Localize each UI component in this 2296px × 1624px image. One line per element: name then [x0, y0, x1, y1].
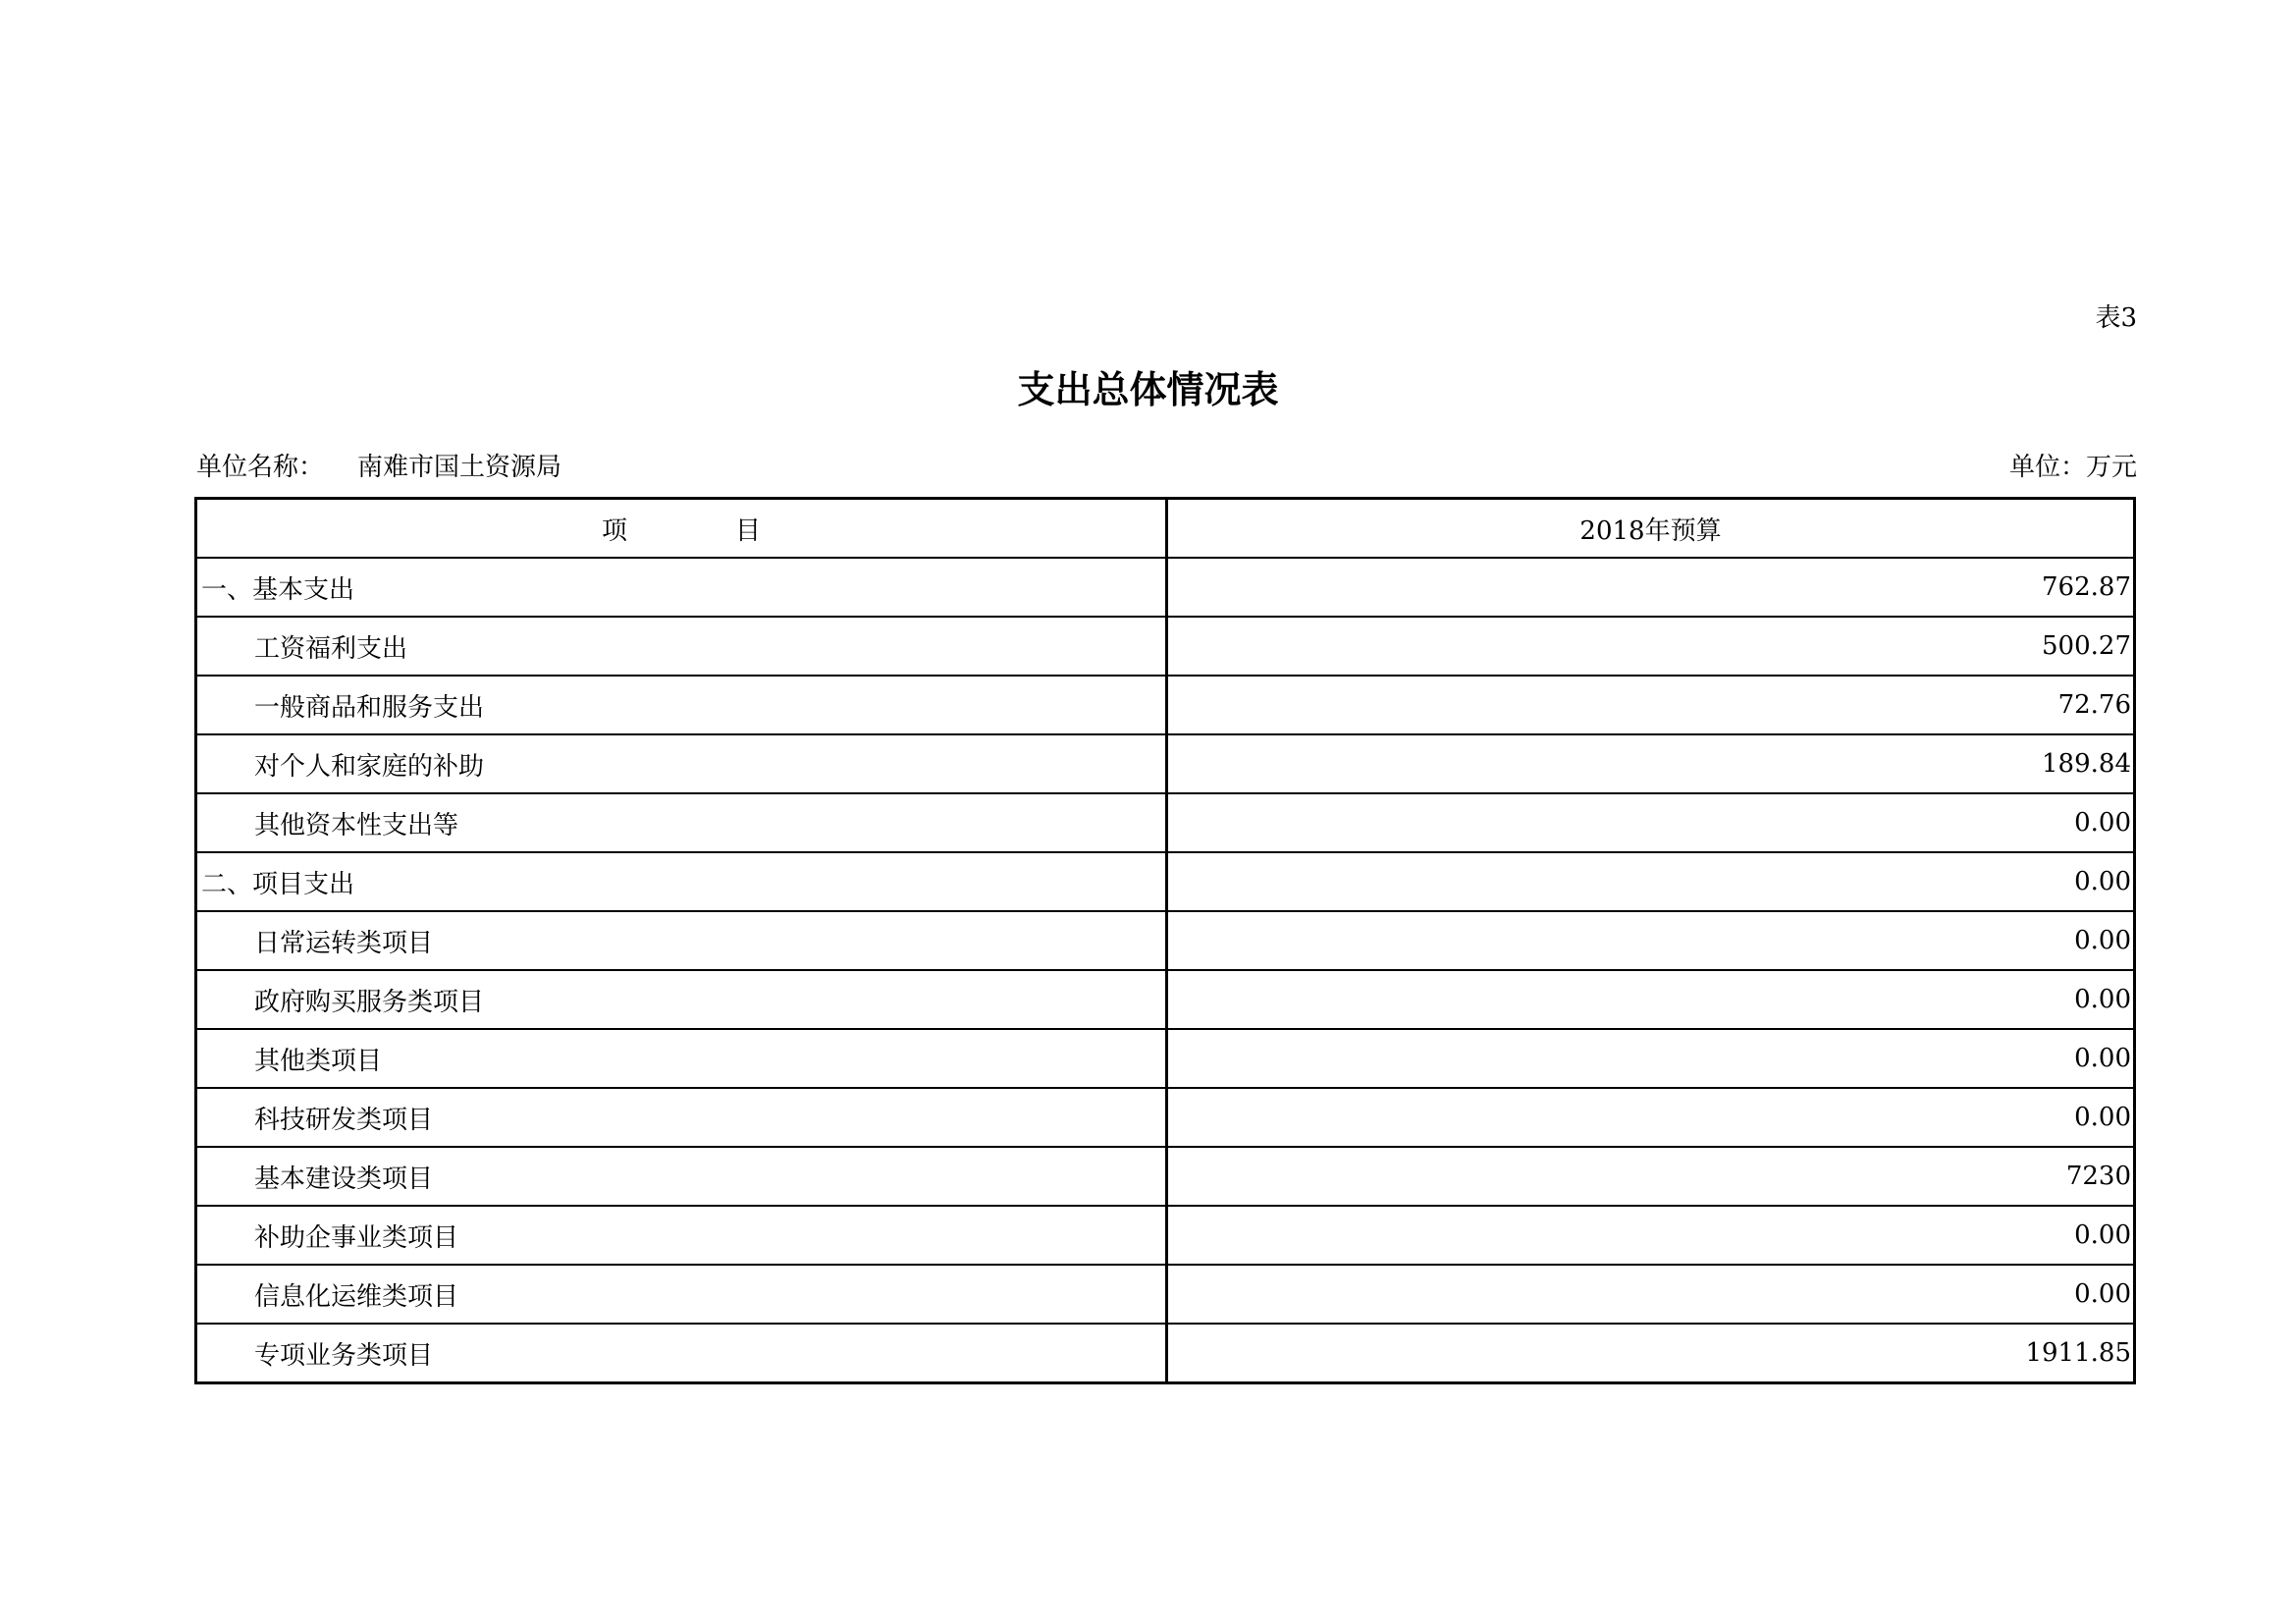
row-value: 72.76 — [1167, 676, 2135, 734]
currency-unit: 单位：万元 — [2008, 453, 2137, 482]
header-item-part1: 项 — [601, 515, 627, 546]
row-label: 其他资本性支出等 — [196, 793, 1167, 852]
table-row — [196, 1324, 2135, 1383]
row-value: 0.00 — [1167, 793, 2135, 852]
row-value: 0.00 — [1167, 1206, 2135, 1265]
table-row — [196, 617, 2135, 676]
row-value: 1911.85 — [1167, 1324, 2135, 1383]
table-row — [196, 558, 2135, 617]
row-value: 0.00 — [1167, 1265, 2135, 1324]
row-label: 基本建设类项目 — [196, 1147, 1167, 1206]
row-label: 专项业务类项目 — [196, 1324, 1167, 1383]
unit-label: 单位名称： — [196, 453, 325, 482]
table-row — [196, 1147, 2135, 1206]
row-value: 0.00 — [1167, 970, 2135, 1029]
expenditure-table — [194, 497, 2136, 1384]
table-row — [196, 1265, 2135, 1324]
row-label: 对个人和家庭的补助 — [196, 734, 1167, 793]
row-value: 762.87 — [1167, 558, 2135, 617]
table-row — [196, 1206, 2135, 1265]
table-header-row — [196, 499, 2135, 559]
table-number: 表3 — [2095, 303, 2137, 333]
table-row — [196, 1088, 2135, 1147]
header-item — [196, 499, 1167, 559]
row-value: 0.00 — [1167, 1088, 2135, 1147]
row-label: 信息化运维类项目 — [196, 1265, 1167, 1324]
row-label: 补助企事业类项目 — [196, 1206, 1167, 1265]
document-title: 支出总体情况表 — [1017, 368, 1279, 411]
table-row — [196, 911, 2135, 970]
row-value: 0.00 — [1167, 852, 2135, 911]
row-label: 日常运转类项目 — [196, 911, 1167, 970]
table-row — [196, 676, 2135, 734]
header-budget: 2018年预算 — [1167, 499, 2135, 559]
row-label: 工资福利支出 — [196, 617, 1167, 676]
row-label: 二、项目支出 — [196, 852, 1167, 911]
row-value: 0.00 — [1167, 1029, 2135, 1088]
row-value: 7230 — [1167, 1147, 2135, 1206]
table-row — [196, 793, 2135, 852]
table-row — [196, 1029, 2135, 1088]
table-row — [196, 734, 2135, 793]
table-row — [196, 970, 2135, 1029]
row-value: 500.27 — [1167, 617, 2135, 676]
header-item-part2: 目 — [735, 515, 762, 546]
row-label: 科技研发类项目 — [196, 1088, 1167, 1147]
row-value: 189.84 — [1167, 734, 2135, 793]
row-label: 一、基本支出 — [196, 558, 1167, 617]
table-row — [196, 852, 2135, 911]
row-label: 其他类项目 — [196, 1029, 1167, 1088]
unit-info — [196, 450, 561, 485]
row-label: 政府购买服务类项目 — [196, 970, 1167, 1029]
row-value: 0.00 — [1167, 911, 2135, 970]
unit-name: 南难市国土资源局 — [357, 453, 562, 482]
row-label: 一般商品和服务支出 — [196, 676, 1167, 734]
